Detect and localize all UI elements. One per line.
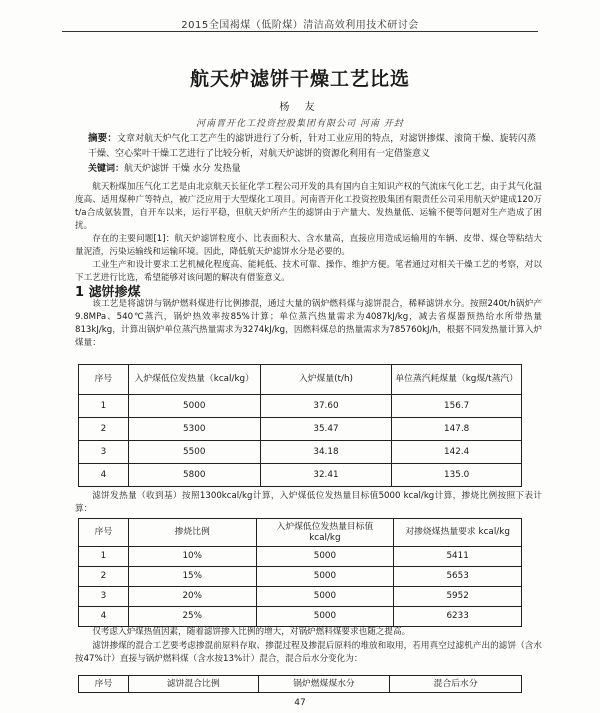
table-row <box>79 607 522 627</box>
table-cell: 32.41 <box>260 464 392 487</box>
abstract-text: 文章对航天炉气化工艺产生的滤饼进行了分析，针对工业应用的特点，对滤饼掺煤、滚筒干燥、旋转闪蒸干燥、空心桨叶干燥工艺进行了比较分析，对航天炉滤饼的资源化利用有一定借鉴意义 <box>88 134 536 159</box>
table-cell: 5952 <box>394 587 522 607</box>
table-cell: 6233 <box>394 607 522 627</box>
table-cell: 3 <box>79 441 129 464</box>
abstract <box>88 131 536 162</box>
table-blending-ratio <box>78 518 522 627</box>
table-header-cell: 序号 <box>79 365 129 395</box>
table-row <box>79 464 522 487</box>
table-row <box>79 441 522 464</box>
table-header-cell: 掺烧比例 <box>128 519 256 547</box>
table-row <box>79 418 522 441</box>
keywords <box>88 163 536 176</box>
table-cell: 1 <box>79 395 129 418</box>
table-row <box>79 567 522 587</box>
table-cell: 5653 <box>394 567 522 587</box>
table-moisture-mix <box>78 675 522 693</box>
table-cell: 15% <box>128 567 256 587</box>
article-title: 航天炉滤饼干燥工艺比选 <box>189 68 410 90</box>
table-cell: 3 <box>79 587 129 607</box>
table-cell: 5500 <box>128 441 260 464</box>
table-cell: 2 <box>79 418 129 441</box>
section-1-paragraph-1: 该工艺是将滤饼与锅炉燃料煤进行比例掺混，通过大量的锅炉燃料煤与滤饼混合，稀释滤饼水分。按照240t/h锅炉产9.8MPa、540℃蒸汽，锅炉热效率按85%计算；单位蒸汽热量需求为4087kJ/kg，减去省煤器预热给水所带热量813kJ/kg，计算出锅炉单位蒸汽热量需求为3274kJ/kg，因燃料煤总的热量需求为785760kJ/h，根据不同发热量计算入炉煤量： <box>75 299 542 348</box>
page-number: 47 <box>294 698 306 708</box>
table-cell: 147.8 <box>392 418 522 441</box>
table-cell: 20% <box>128 587 256 607</box>
article-affiliation: 河南晋开化工投资控股集团有限公司 河南 开封 <box>196 119 404 129</box>
table-cell: 25% <box>128 607 256 627</box>
intro-paragraph-1: 航天粉煤加压气化工艺是由北京航天长征化学工程公司开发的具有国内自主知识产权的气流床气化工艺，由于其气化温度高、适用煤种广等特点，被广泛应用于大型煤化工项目。河南晋开化工投资控股集团有限责任公司采用航天炉建成120万t/a合成氨装置，自开车以来，运行平稳，但航天炉所产生的滤饼由于产量大、发热量低、运输不便等问题对生产造成了困扰。 <box>75 182 542 231</box>
table-header-cell: 入炉煤量(t/h) <box>260 365 392 395</box>
section-1-paragraph-4: 滤饼掺煤的混合工艺要考虑掺混前原料存取、掺混过程及掺混后原料的堆放和取用，若用真空过滤机产出的滤饼（含水按47%计）直接与锅炉燃料煤（含水按13%计）混合，混合后水分变化为： <box>75 641 542 664</box>
table-header-cell: 单位蒸汽耗煤量（kg煤/t蒸汽） <box>392 365 522 395</box>
table-cell: 5000 <box>256 607 394 627</box>
table-header-row <box>79 365 522 395</box>
table-cell: 135.0 <box>392 464 522 487</box>
table-header-row <box>79 676 522 693</box>
table-row <box>79 587 522 607</box>
table-cell: 5800 <box>128 464 260 487</box>
section-1-paragraph-2: 滤饼发热量（收到基）按照1300kcal/kg计算，入炉煤低位发热量目标值5000 kcal/kg计算，掺烧比例按照下表计算： <box>75 491 542 514</box>
table-cell: 37.60 <box>260 395 392 418</box>
table-header-row <box>79 519 522 547</box>
table-cell: 5000 <box>128 395 260 418</box>
table-cell: 2 <box>79 567 129 587</box>
table-header-cell: 滤饼混合比例 <box>128 676 258 693</box>
table-header-cell: 混合后水分 <box>390 676 522 693</box>
keywords-label: 关键词： <box>88 164 125 174</box>
table-header-cell: 序号 <box>79 676 129 693</box>
table-cell: 4 <box>79 607 129 627</box>
table-cell: 5000 <box>256 587 394 607</box>
table-cell: 1 <box>79 547 129 567</box>
table-cell: 142.4 <box>392 441 522 464</box>
table-cell: 5000 <box>256 567 394 587</box>
running-header: 2015全国褐煤（低阶煤）清洁高效利用技术研讨会 <box>181 20 419 31</box>
section-1-heading: 1 滤饼掺煤 <box>75 285 141 300</box>
section-1-paragraph-3: 仅考虑入炉煤热值因素，随着滤饼掺入比例的增大，对锅炉燃料煤要求也随之提高。 <box>92 627 411 637</box>
table-header-cell: 对掺烧煤热量要求 kcal/kg <box>394 519 522 547</box>
abstract-label: 摘要： <box>88 133 117 144</box>
table-header-cell: 入炉煤低位发热量目标值 kcal/kg <box>256 519 394 547</box>
article-author: 杨 友 <box>279 102 321 113</box>
table-cell: 5300 <box>128 418 260 441</box>
table-cell: 34.18 <box>260 441 392 464</box>
table-cell: 10% <box>128 547 256 567</box>
keywords-text: 航天炉滤饼 干燥 水分 发热量 <box>124 164 241 174</box>
table-header-cell: 序号 <box>79 519 129 547</box>
table-cell: 5000 <box>256 547 394 567</box>
intro-paragraph-2: 存在的主要问题[1]：航天炉滤饼粒度小、比表面积大、含水量高，直接应用造成运输用的车辆、皮带、煤仓等粘结大量泥渣，污染运输线和运输环境。因此，降低航天炉滤饼水分是必要的。 <box>75 234 542 257</box>
table-cell: 35.47 <box>260 418 392 441</box>
table-cell: 4 <box>79 464 129 487</box>
table-header-cell: 锅炉燃煤煤水分 <box>258 676 390 693</box>
intro-paragraph-3: 工业生产和设计要求工艺机械化程度高、能耗低、技术可靠、操作、维护方便。笔者通过对相关干燥工艺的考察，对以下工艺进行比选，希望能够对该问题的解决有借鉴意义。 <box>75 260 542 283</box>
table-coal-consumption <box>78 364 522 487</box>
table-header-cell: 入炉煤低位发热量（kcal/kg） <box>128 365 260 395</box>
table-cell: 156.7 <box>392 395 522 418</box>
table-row <box>79 547 522 567</box>
table-cell: 5411 <box>394 547 522 567</box>
table-row <box>79 395 522 418</box>
header-rule <box>62 31 538 32</box>
